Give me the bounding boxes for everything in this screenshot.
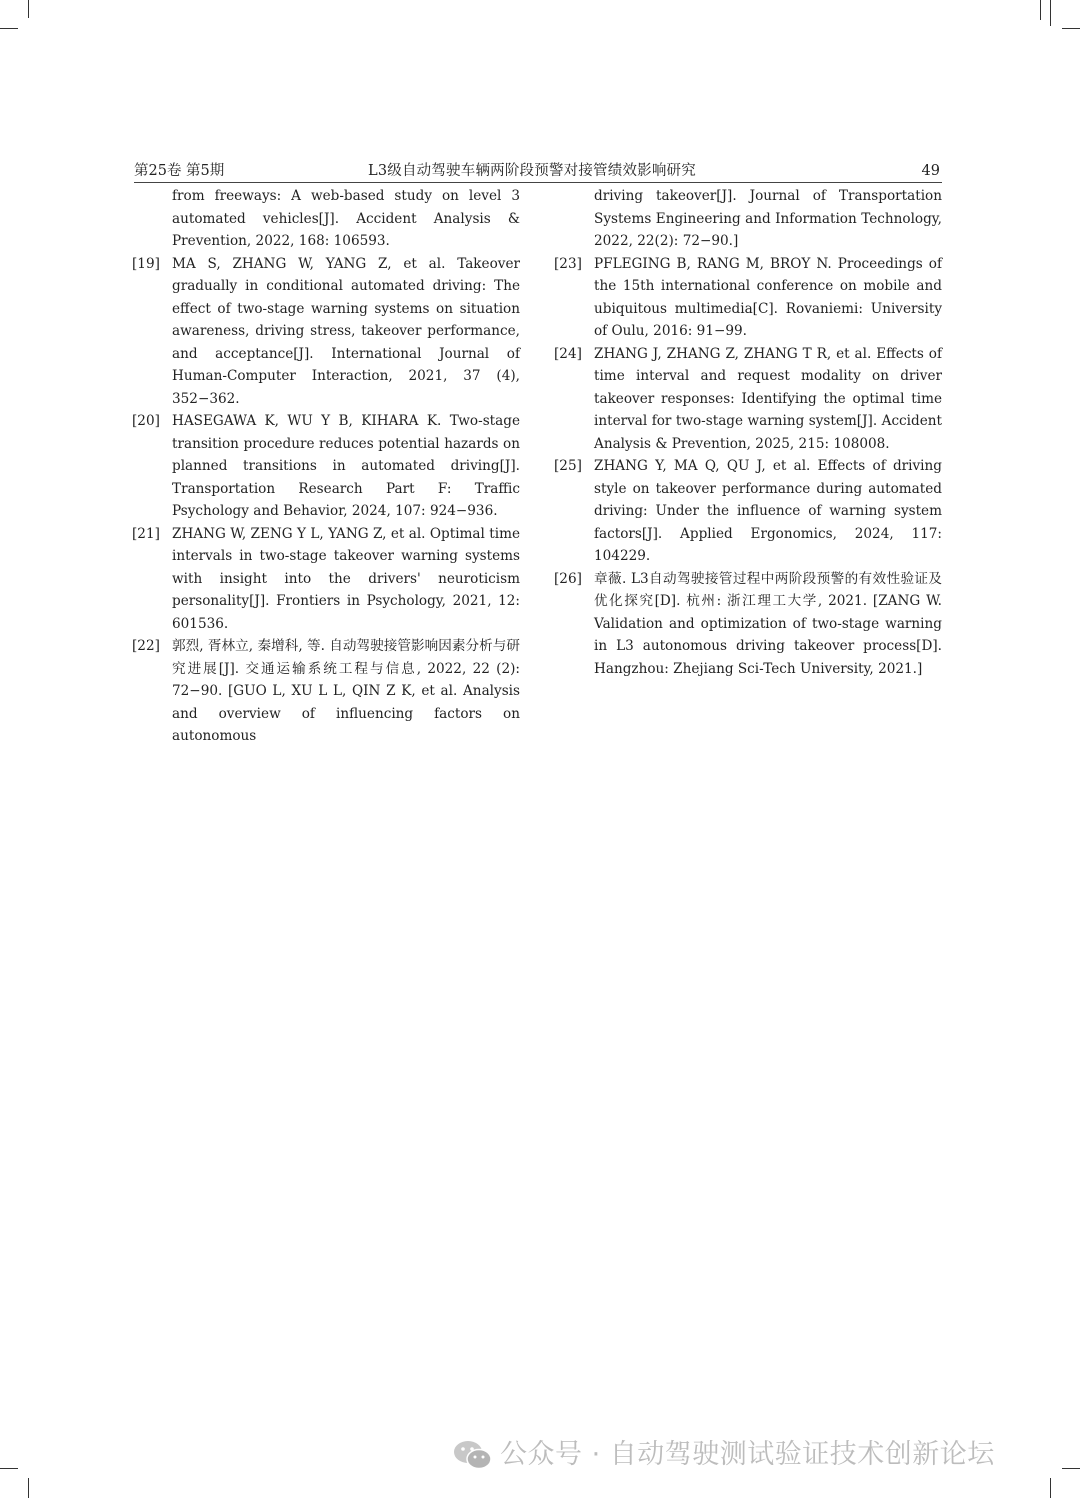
reference-number: [23] — [554, 255, 582, 272]
reference-text: ZHANG J, ZHANG Z, ZHANG T R, et al. Effects of time interval and request modality on driver takeover responses: Identifying the optimal time interval for two-stage warning system[J]. Accident Analysis & Prevention, 2025, 215: 108008. — [594, 345, 942, 452]
reference-number: [21] — [132, 525, 160, 542]
reference-text: 章薇. L3自动驾驶接管过程中两阶段预警的有效性验证及优化探究[D]. 杭州: 浙江理工大学, 2021. [ZANG W. Validation and optimization of two-stage warning in L3 autonomous driving takeover process[D]. Hangzhou: Zhejiang Sci-Tech University, 2021.] — [594, 570, 942, 677]
reference-number: [26] — [554, 570, 582, 587]
reference-item — [554, 455, 942, 568]
reference-text: 郭烈, 胥林立, 秦增科, 等. 自动驾驶接管影响因素分析与研究进展[J]. 交通运输系统工程与信息, 2022, 22 (2): 72−90. [GUO L, XU L L, QIN Z K, et al. Analysis and overview of influencing factors on autonomous — [172, 638, 520, 744]
reference-item — [554, 343, 942, 456]
crop-mark — [1040, 0, 1041, 20]
wechat-icon — [452, 1438, 494, 1472]
reference-number: [20] — [132, 413, 160, 429]
crop-mark — [28, 1478, 29, 1498]
reference-number: [19] — [132, 255, 160, 272]
reference-item — [554, 568, 942, 681]
crop-mark — [1050, 0, 1051, 26]
watermark-text: 公众号 · 自动驾驶测试验证技术创新论坛 — [500, 1439, 995, 1470]
reference-item — [132, 410, 520, 523]
reference-number: [22] — [132, 638, 160, 654]
reference-item — [132, 253, 520, 411]
references-right-column — [554, 185, 942, 680]
reference-number: [25] — [554, 458, 582, 474]
references-left-column — [132, 185, 520, 748]
crop-mark — [1062, 28, 1080, 29]
page-number: 49 — [921, 163, 940, 179]
reference-item — [554, 253, 942, 343]
reference-item — [132, 523, 520, 636]
article-title-header: L3级自动驾驶车辆两阶段预警对接管绩效影响研究 — [368, 163, 696, 179]
crop-mark — [1062, 1468, 1080, 1469]
reference-item — [132, 635, 520, 748]
journal-volume-issue: 第25卷 第5期 — [134, 163, 225, 179]
crop-mark — [28, 0, 29, 18]
crop-mark — [0, 28, 18, 29]
crop-mark — [0, 1468, 18, 1469]
reference-number: [24] — [554, 345, 582, 362]
reference-continuation: driving takeover[J]. Journal of Transportation Systems Engineering and Information Technology, 2022, 22(2): 72−90.] — [594, 188, 942, 249]
reference-text: PFLEGING B, RANG M, BROY N. Proceedings of the 15th international conference on mobile and ubiquitous multimedia[C]. Rovaniemi: University of Oulu, 2016: 91−99. — [594, 255, 942, 339]
crop-mark — [1050, 1478, 1051, 1498]
reference-text: ZHANG W, ZENG Y L, YANG Z, et al. Optimal time intervals in two-stage takeover warning systems with insight into the drivers' neuroticism personality[J]. Frontiers in Psychology, 2021, 12: 601536. — [172, 525, 520, 632]
reference-continuation: from freeways: A web-based study on level 3 automated vehicles[J]. Accident Analysis & Prevention, 2022, 168: 106593. — [172, 188, 520, 249]
reference-text: ZHANG Y, MA Q, QU J, et al. Effects of driving style on takeover performance during automated driving: Under the influence of warning system factors[J]. Applied Ergonomics, 2024, 117: 104229. — [594, 458, 942, 564]
wechat-watermark — [452, 1432, 1052, 1478]
reference-text: MA S, ZHANG W, YANG Z, et al. Takeover gradually in conditional automated driving: The effect of two-stage warning systems on situation awareness, driving stress, takeover performance, and acceptance[J]. International Journal of Human-Computer Interaction, 2021, 37 (4), 352−362. — [172, 255, 520, 407]
running-header — [134, 160, 942, 183]
reference-text: HASEGAWA K, WU Y B, KIHARA K. Two-stage transition procedure reduces potential hazards on planned transitions in automated driving[J]. Transportation Research Part F: Traffic Psychology and Behavior, 2024, 107: 924−936. — [172, 413, 520, 519]
